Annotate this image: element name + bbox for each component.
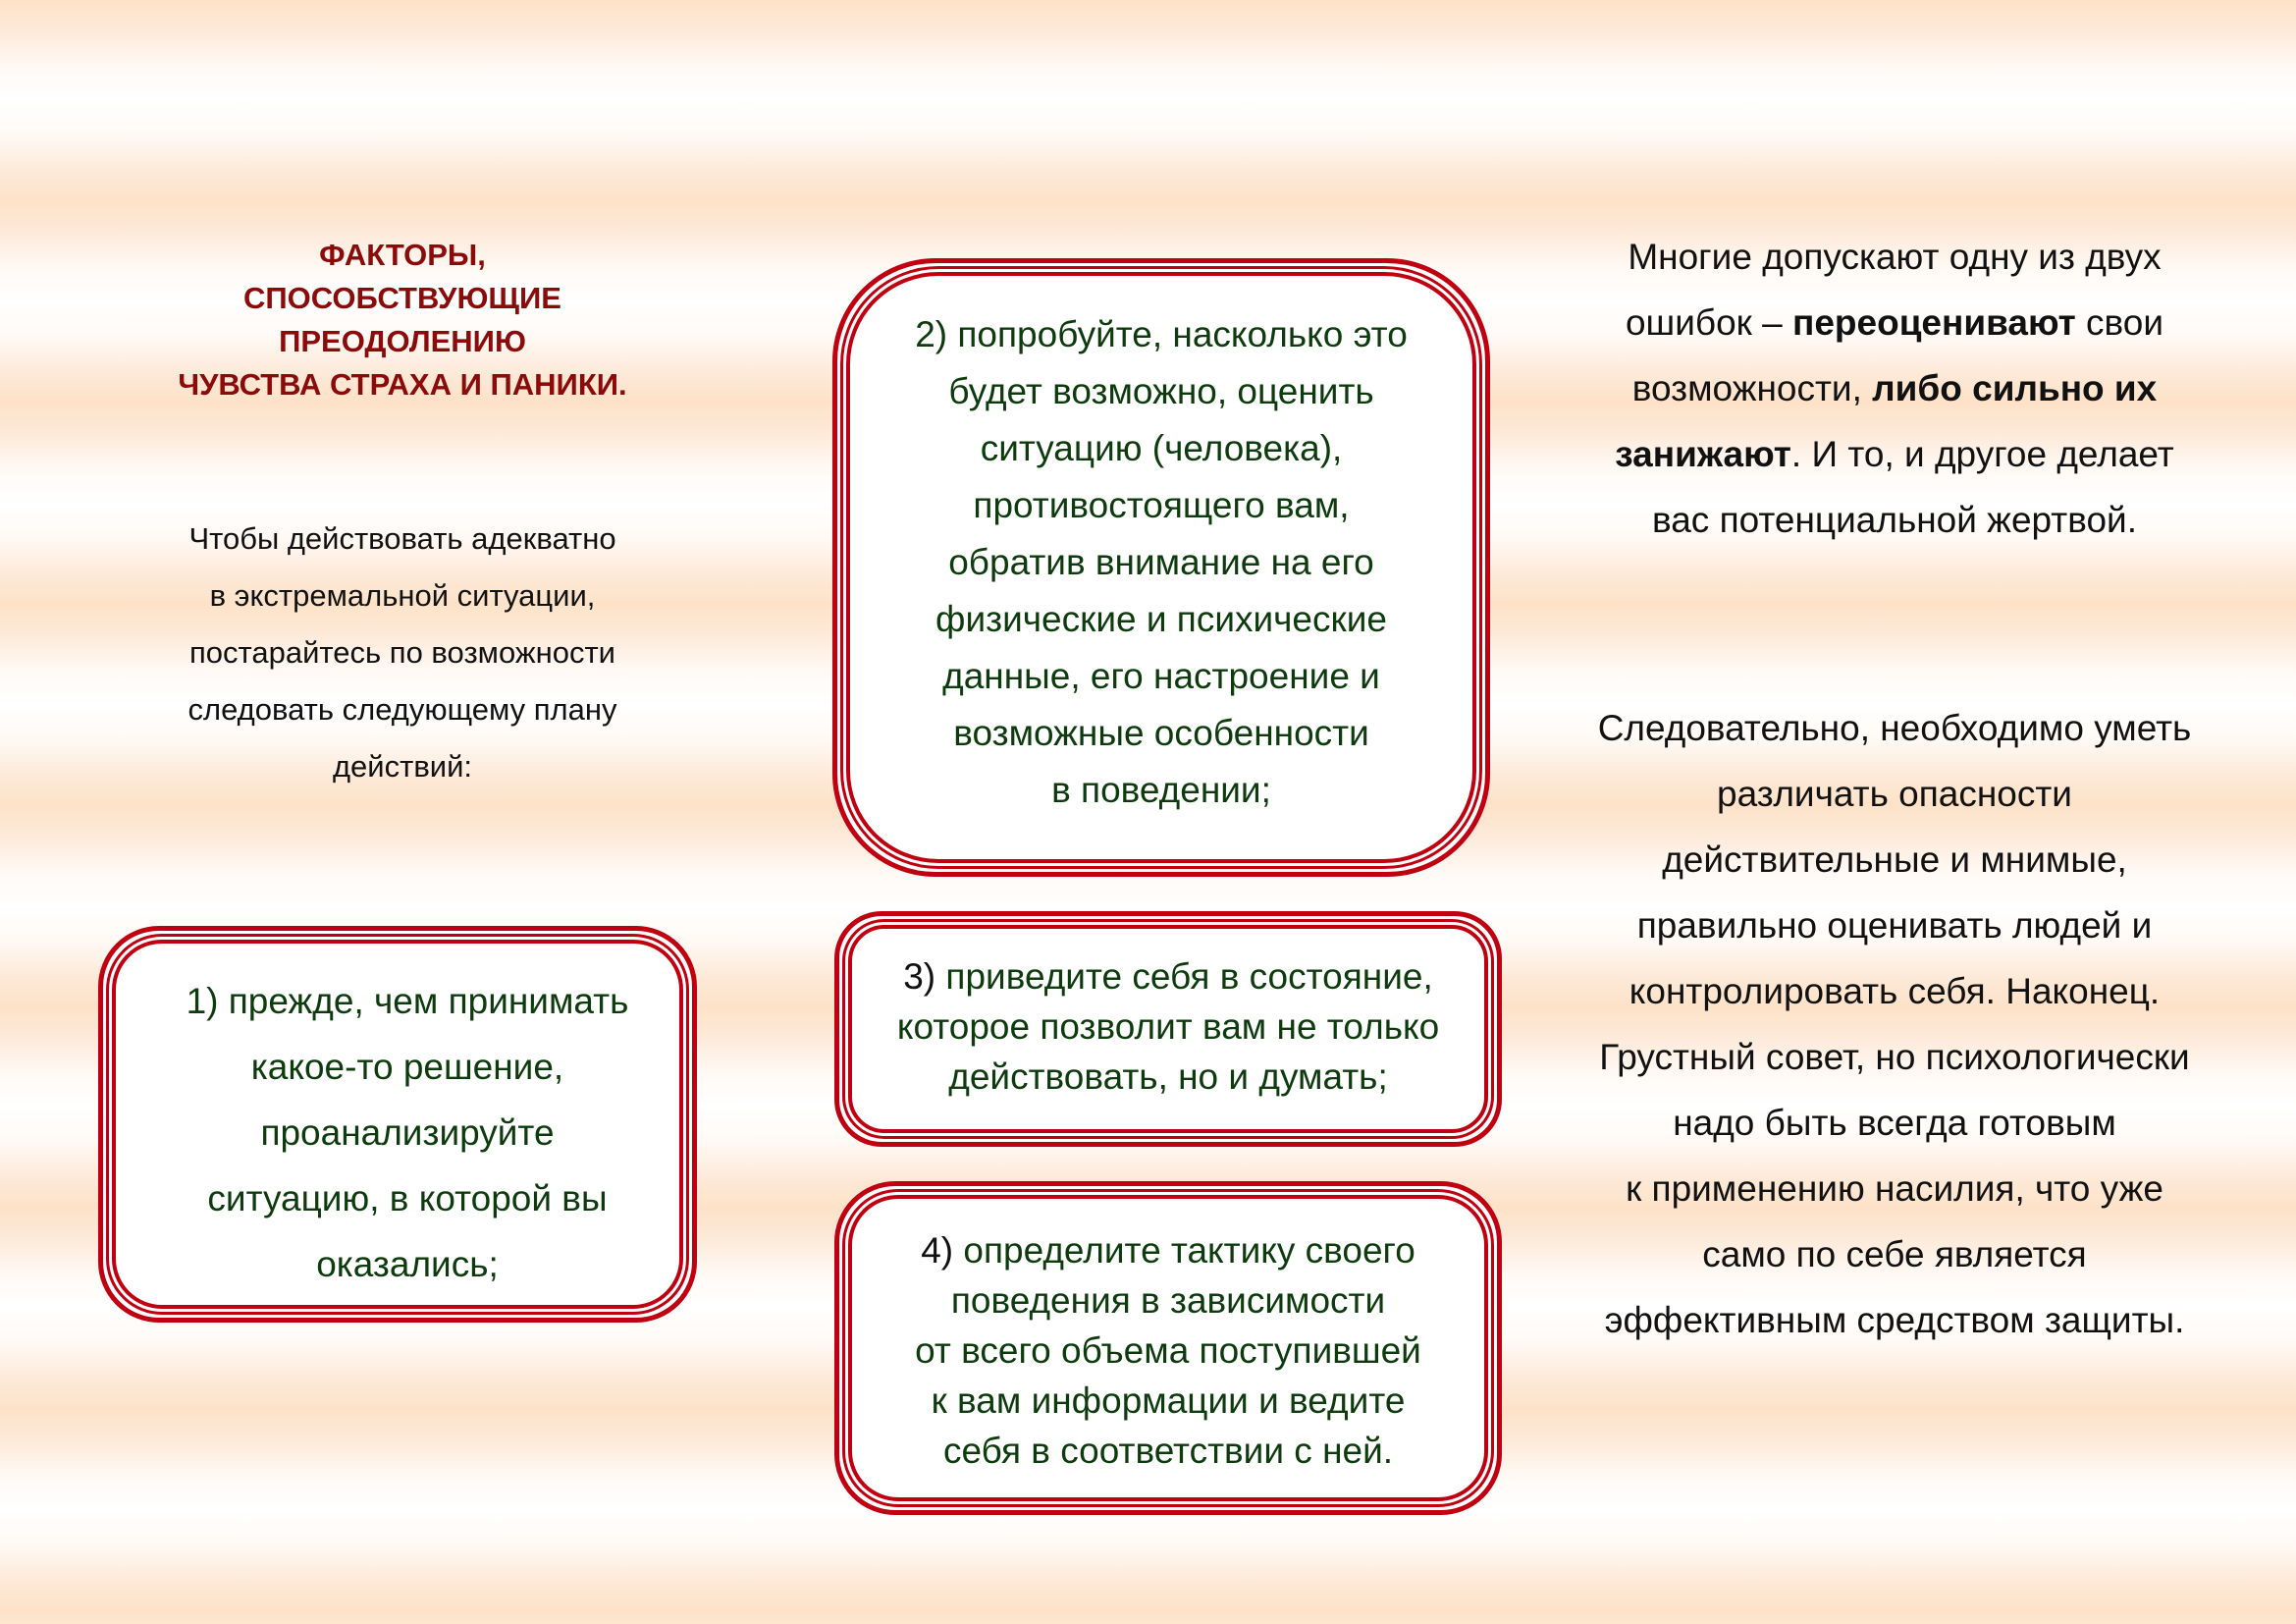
intro-line: Чтобы действовать адекватно bbox=[188, 521, 616, 556]
step-line-text: приведите себя в состояние, bbox=[945, 956, 1433, 997]
paragraph-line: действительные и мнимые, bbox=[1662, 839, 2127, 880]
step-line: проанализируйте bbox=[260, 1112, 555, 1153]
step-line: физические и психические bbox=[935, 599, 1387, 639]
paragraph-line: эффективным средством защиты. bbox=[1604, 1300, 2185, 1340]
step-box-4 bbox=[834, 1181, 1502, 1515]
step-line: ситуацию (человека), bbox=[980, 428, 1343, 468]
paragraph-line: к применению насилия, что уже bbox=[1626, 1168, 2163, 1209]
paragraph-line: различать опасности bbox=[1717, 774, 2072, 814]
paragraph-line bbox=[1571, 421, 2218, 487]
step-line: будет возможно, оценить bbox=[948, 371, 1374, 411]
step-number: 4) bbox=[921, 1230, 954, 1271]
intro-line: постарайтесь по возможности bbox=[189, 635, 615, 670]
step-box-2 bbox=[832, 258, 1490, 877]
intro-line: в экстремальной ситуации, bbox=[209, 578, 596, 613]
step-number: 3) bbox=[903, 956, 936, 997]
emphasis-text: переоценивают bbox=[1791, 302, 2076, 343]
emphasis-text: занижают bbox=[1615, 434, 1791, 474]
title-line: ПРЕОДОЛЕНИЮ bbox=[279, 324, 526, 358]
step-line: в поведении; bbox=[1051, 770, 1271, 810]
title-line: ФАКТОРЫ, bbox=[319, 238, 486, 272]
step-line: себя в соответствии с ней. bbox=[942, 1431, 1394, 1471]
step-line: обратив внимание на его bbox=[948, 542, 1374, 582]
intro-paragraph bbox=[147, 511, 658, 795]
paragraph-line: Многие допускают одну из двух bbox=[1628, 237, 2162, 277]
step-line-text: прежде, чем принимать bbox=[228, 981, 629, 1021]
step-line bbox=[839, 1225, 1497, 1275]
page-title bbox=[137, 234, 667, 406]
step-line: к вам информации и ведите bbox=[931, 1380, 1406, 1421]
step-line: поведения в зависимости bbox=[950, 1280, 1386, 1321]
text-run: . И то, и другое делает bbox=[1790, 434, 2174, 474]
errors-paragraph bbox=[1571, 224, 2218, 553]
text-run: ошибок – bbox=[1625, 302, 1792, 343]
intro-line: действий: bbox=[332, 749, 473, 784]
step-box-3 bbox=[834, 911, 1502, 1147]
step-line: данные, его настроение и bbox=[942, 656, 1380, 696]
step-line: действовать, но и думать; bbox=[948, 1056, 1388, 1097]
paragraph-line: правильно оценивать людей и bbox=[1636, 905, 2153, 946]
emphasis-text: либо сильно их bbox=[1872, 368, 2158, 408]
step-line: которое позволит вам не только bbox=[896, 1006, 1440, 1047]
step-box-1 bbox=[98, 926, 697, 1323]
step-line-text: определите тактику своего bbox=[963, 1230, 1415, 1271]
conclusion-paragraph bbox=[1571, 695, 2218, 1353]
step-line: противостоящего вам, bbox=[973, 485, 1350, 525]
paragraph-line: вас потенциальной жертвой. bbox=[1651, 500, 2137, 540]
step-line: от всего объема поступившей bbox=[915, 1330, 1421, 1371]
step-text bbox=[103, 968, 692, 1297]
step-text bbox=[839, 951, 1497, 1102]
paragraph-line: контролировать себя. Наконец. bbox=[1629, 971, 2161, 1011]
paragraph-line bbox=[1571, 290, 2218, 355]
step-number: 1) bbox=[186, 981, 219, 1021]
step-line bbox=[837, 306, 1485, 363]
paragraph-line: Следовательно, необходимо уметь bbox=[1597, 708, 2192, 748]
paragraph-line: само по себе является bbox=[1702, 1234, 2087, 1274]
step-line bbox=[839, 951, 1497, 1001]
text-run: возможности, bbox=[1631, 368, 1873, 408]
text-run: свои bbox=[2075, 302, 2164, 343]
intro-line: следовать следующему плану bbox=[187, 692, 617, 727]
step-line bbox=[123, 968, 692, 1034]
step-text bbox=[837, 306, 1485, 819]
step-number: 2) bbox=[915, 314, 948, 354]
title-line: ЧУВСТВА СТРАХА И ПАНИКИ. bbox=[178, 367, 627, 402]
paragraph-line: Грустный совет, но психологически bbox=[1599, 1037, 2190, 1077]
step-line: возможные особенности bbox=[953, 713, 1369, 753]
paragraph-line: надо быть всегда готовым bbox=[1673, 1103, 2116, 1143]
title-line: СПОСОБСТВУЮЩИЕ bbox=[243, 281, 561, 315]
step-text bbox=[839, 1225, 1497, 1476]
step-line-text: попробуйте, насколько это bbox=[957, 314, 1408, 354]
step-line: ситуацию, в которой вы bbox=[207, 1178, 608, 1218]
paragraph-line bbox=[1571, 355, 2218, 421]
step-line: оказались; bbox=[316, 1244, 499, 1284]
step-line: какое-то решение, bbox=[250, 1047, 564, 1087]
